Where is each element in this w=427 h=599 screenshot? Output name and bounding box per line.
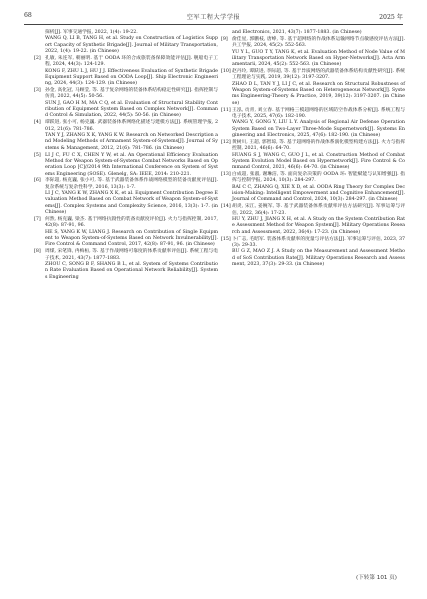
reference-entry <box>34 217 218 249</box>
reference-text: 谭跃进, 张小可, 杨克巍. 武器装备体系网络化描述与建模方法[J]. 系统管理学报, 2012, 21(6): 781-786. <box>45 120 218 132</box>
reference-text-english: WANG Q, LI B, TANG H, et al. Study on Construction of Logistics Support Capacity of Synthetic Brigade[J]. Journal of Military Transportation, 2022, 1(4): 19-22. (in Chinese) <box>45 36 218 55</box>
reference-text-english: LI J C, YANG K W, ZHANG X K, et al. Equipment Contribution Degree Evaluation Method Based on Combat Network of Weapon System-of-Systems[J]. Complex Systems and Complexity Science, 2016, 13(3): 1-7. (in Chinese) <box>45 191 218 216</box>
reference-number: [8] <box>34 249 41 255</box>
reference-text-english: HUANG S J, WANG C, GUO J L, et al. Construction Method of Combat System Evolution Model Based on Hypernetwork[J]. Fire Control & Command Control, 2021, 46(6): 64-70. (in Chinese) <box>232 152 405 171</box>
reference-text-english: BU G Z, MAO Z J. A Study on the Measurement and Assessment Method of SoS Contribution Rate[J]. Military Operations Research and Assessment, 2023, 37(3): 29-33. (in Chinese) <box>232 249 405 267</box>
reference-text-english: SUN J, GAO H M, MA C Q, et al. Evaluation of Structural Stability Contribution of Equipment System Based on Complex Network[J]. Command Control & Simulation, 2022, 44(5): 50-56. (in Chinese) <box>45 100 218 119</box>
reference-text-english: YU Y L, GUO T Y, TANG K, et al. Evaluation Method of Node Value of Military Transportation Network Based on Hyper-Networks[J]. Acta Armamentarii, 2024, 45(2): 552-563. (in Chinese) <box>232 49 405 68</box>
reference-text-english: TAN Y J, ZHANG X K, YANG K W. Research on Networked Description and Modeling Methods of Armament System-of-Systems[J]. Journal of Systems & Management, 2012, 21(6): 781-786. (in Chinese) <box>45 133 218 151</box>
reference-number: [2] <box>34 55 41 61</box>
reference-entry <box>34 178 218 216</box>
reference-text: 探析[J]. 军事交通学报, 2022, 1(4): 19-22. <box>45 30 138 35</box>
reference-number: [12] <box>221 139 231 145</box>
reference-text: 赵丹玲, 谭跃进, 李际超, 等. 基于异质网络的武器装备体系结构贡献性研究[J]. 系统工程理论与实践, 2019, 39(12): 3197-3207. <box>232 69 405 81</box>
reference-number: [3] <box>34 88 41 94</box>
reference-entry <box>34 30 218 55</box>
reference-text-english: KONG F, ZHU L J, HU J J. Effectiveness Evaluation of Synthetic Brigade Equipment Support Based on OODA Loop[J]. Ship Electronic Engineering, 2024, 44(3): 124-129. (in Chinese) <box>45 68 218 87</box>
reference-text: 王泓, 贡青, 刘立春. 基于网格三模超网络的区域防空作战体系分析[J]. 系统工程与电子技术, 2025, 47(6): 182-190. <box>232 107 405 119</box>
reference-text: and Electronics, 2021, 43(7): 1877-1883. (in Chinese) <box>232 30 362 35</box>
publication-year: 2025 年 <box>379 14 403 21</box>
reference-text: 何然, 杨克巍, 梁杰. 基于网络抗毁性的装备贡献度评价[J]. 火力与指挥控制, 2017, 42(8): 87-91, 96. <box>45 216 218 229</box>
reference-text: 周煤, 宋笔锋, 冉梅桓, 等. 基于作战网络可靠度的体系贡献率评估[J]. 系统工程与电子技术, 2021, 43(7): 1877-1883. <box>45 249 218 261</box>
reference-number: [11] <box>221 107 231 113</box>
reference-text: 黄树川, 王超, 郭智琼, 等. 基于超网络的作战体系演化模型构建方法[J]. 火力与指挥控制, 2021, 46(6): 64-70. <box>232 139 405 152</box>
reference-text: 胡炎, 宋江, 姜婉军, 等. 基于武器装备体系贡献率评估方法研究[J]. 军事运筹与评估, 2022, 36(4): 17-23. <box>232 204 405 216</box>
reference-text-english: ZHOU C, SONG B F, SHANG B L, et al. System of Systems Contribution Rate Evaluation Based on Operational Network Reliability[J]. Systems Engineering <box>45 261 218 280</box>
running-header <box>24 10 403 24</box>
reference-text: 卜广志, 毛昭军. 装备体系贡献率的度量与评估方法[J]. 军事运筹与评估, 2023, 37(3): 29-33. <box>232 236 405 248</box>
page-number: 68 <box>24 12 32 19</box>
header-rule <box>24 24 403 25</box>
reference-number: [4] <box>34 120 41 126</box>
reference-number: [14] <box>221 204 231 210</box>
reference-entry <box>221 237 405 269</box>
reference-text-english: WANG Y, GONG Y, LIU L Y. Analysis of Regional Air Defense Operation System Based on Two-Layer Three-Mode Supernetwork[J]. Systems Engineering and Electronics, 2025, 47(6): 182-190. (in Chinese) <box>232 120 405 138</box>
reference-column-left <box>34 30 218 281</box>
reference-text: 俞佳星, 郭鹏枝, 唐峥, 等. 基于超网络的作战体系运输网络节点敏感度评估方法[J]. 兵工学报, 2024, 45(2): 552-563. <box>232 36 405 49</box>
reference-text: LI J C, FU C X, CHEN Y W, et al. An Operational Efficiency Evaluation Method for Weapon System-of-Systems Combat Networks Based on Operation Loop [C]//2014 9th International Conference on System of Systems Engineering (SOSE). Glenelg, SA: IEEE, 2014: 210-221. <box>45 152 218 177</box>
reference-text-english: HU Y, ZHU J, JIANG X H, et al. A Study on the System Contribution Rate Assessment Method for Weapon System[J]. Military Operations Research and Assessment, 2022, 36(4): 17-23. (in Chinese) <box>232 216 405 235</box>
reference-entry <box>221 140 405 172</box>
reference-number: [9] <box>221 36 228 42</box>
reference-number: [6] <box>34 178 41 184</box>
reference-text-english: BAI C C, ZHANG Q, XIE X D, et al. OODA Ring Theory for Complex Decision-Making: Intelligent Empowerment and Cognitive Enhancement[J]. Journal of Command and Control, 2024, 10(3): 284-297. (in Chinese) <box>232 184 405 203</box>
reference-number: [5] <box>34 152 41 158</box>
reference-entry <box>221 204 405 236</box>
reference-entry <box>221 30 405 36</box>
journal-title: 空军工程大学学报 <box>186 14 241 21</box>
reference-entry <box>34 153 218 178</box>
reference-entry <box>221 37 405 69</box>
reference-number: [7] <box>34 216 41 222</box>
continued-note: (下转第 101 页) <box>356 575 397 581</box>
reference-entry <box>34 249 218 281</box>
reference-column-right <box>221 30 405 269</box>
reference-text: 孔敏, 朱连军, 朝丽明. 基于 OODA 环的合成旅装备保障效能评估[J]. 舰船电子工程, 2024, 44(3): 124-129. <box>45 55 218 68</box>
reference-entry <box>221 172 405 204</box>
reference-number: [15] <box>221 236 231 242</box>
reference-entry <box>221 69 405 107</box>
reference-text-english: HE S, YANG K W, LIANG J. Research on Contribution of Single Equipment to Weapon System-of-Systems Based on Network Invulnerability[J]. Fire Control & Command Control, 2017, 42(8): 87-91, 96. (in Chinese) <box>45 229 218 248</box>
reference-text-english: ZHAO D L, TAN Y J, LI J C, et al. Research on Structural Robustness of Weapon System-of-Systems Based on Heterogeneous Network[J]. Systems Engineering-Theory & Practice, 2019, 39(12): 3197-3207. (in Chinese) <box>232 81 405 106</box>
reference-entry <box>34 88 218 120</box>
reference-entry <box>221 108 405 140</box>
reference-number: [13] <box>221 172 231 178</box>
reference-entry <box>34 56 218 88</box>
reference-entry <box>34 120 218 152</box>
reference-text: 李际超, 杨克巍, 张小可, 等. 基于武器装备体系作战网络模型的装备贡献度评估[J]. 复杂系统与复杂性科学, 2016, 13(3): 1-7. <box>45 178 218 190</box>
reference-number: [10] <box>221 69 231 75</box>
reference-text: 孙金, 高化冠, 马顾莹, 等. 基于复杂网络的装备体系结构稳定性研究[J]. 指挥控制与仿真, 2022, 44(5): 50-56. <box>45 88 218 100</box>
reference-text: 白成超, 张淑, 谢琳洁, 等. 面向复杂决策的 OODA 环: 智能赋能与认知增强[J]. 指挥与控制学报, 2024, 10(3): 284-297. <box>232 172 405 184</box>
